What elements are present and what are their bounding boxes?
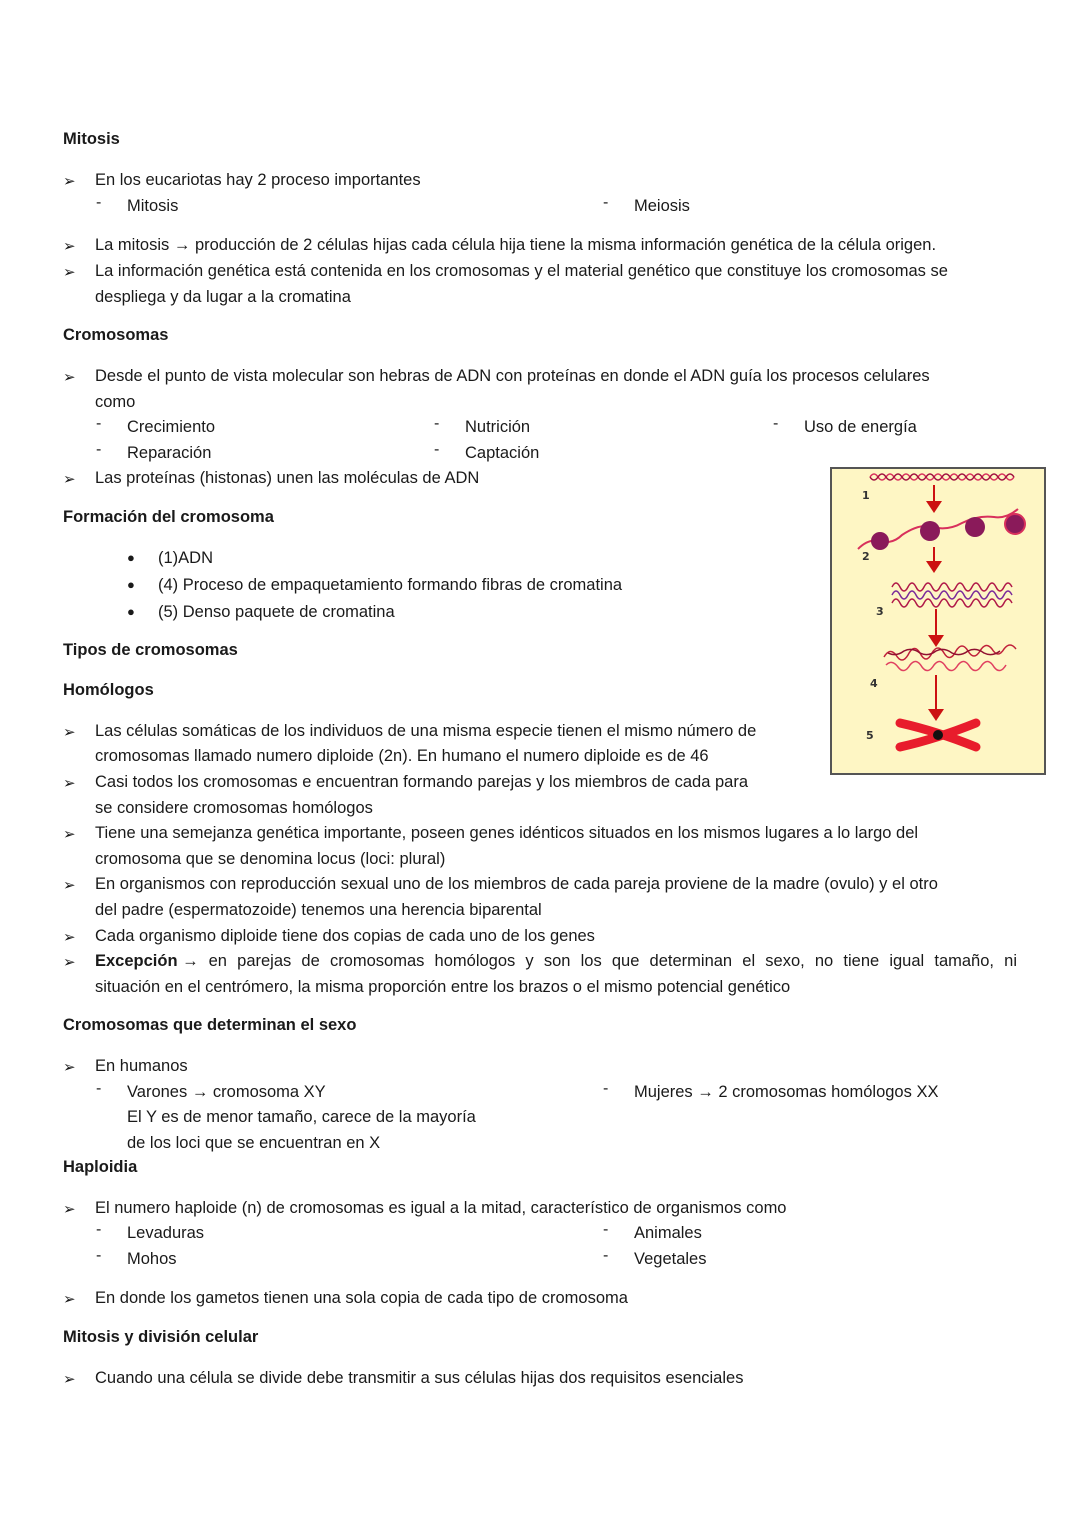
arrow-bullet-icon: ➢ bbox=[63, 954, 76, 971]
formacion-item-3: (5) Denso paquete de cromatina bbox=[158, 603, 395, 621]
step-label-1: 1 bbox=[862, 489, 870, 502]
dash-icon: - bbox=[603, 194, 609, 211]
sexo-mujeres: Mujeres → 2 cromosomas homólogos XX bbox=[634, 1083, 939, 1101]
arrow-bullet-icon: ➢ bbox=[63, 1201, 76, 1218]
step-label-5: 5 bbox=[866, 729, 874, 742]
arrow-bullet-icon: ➢ bbox=[63, 264, 76, 281]
dash-icon: - bbox=[96, 194, 102, 211]
heading-cromosomas: Cromosomas bbox=[63, 326, 169, 344]
division-bullet-1: Cuando una célula se divide debe transmitir a sus células hijas dos requisitos esenciales bbox=[95, 1369, 744, 1387]
process-mitosis: Mitosis bbox=[127, 197, 179, 215]
mitosis-intro: En los eucariotas hay 2 proceso importantes bbox=[95, 171, 421, 189]
process-crecimiento: Crecimiento bbox=[127, 418, 216, 436]
arrow-bullet-icon: ➢ bbox=[63, 173, 76, 190]
arrow-bullet-icon: ➢ bbox=[63, 238, 76, 255]
arrow-bullet-icon: ➢ bbox=[63, 471, 76, 488]
arrow-bullet-icon: ➢ bbox=[63, 775, 76, 792]
homologos-b4-line1: En organismos con reproducción sexual uno de los miembros de cada pareja proviene de la madre (ovulo) y el otro bbox=[95, 875, 938, 893]
dash-icon: - bbox=[96, 415, 102, 432]
bullet-dot-icon: ● bbox=[127, 577, 135, 592]
process-meiosis: Meiosis bbox=[634, 197, 690, 215]
dash-icon: - bbox=[603, 1080, 609, 1097]
sexo-varones: Varones → cromosoma XY bbox=[127, 1083, 326, 1101]
haploidia-bullet-2: En donde los gametos tienen una sola copia de cada tipo de cromosoma bbox=[95, 1289, 628, 1307]
dash-icon: - bbox=[773, 415, 779, 432]
sexo-varones-line3: de los loci que se encuentran en X bbox=[127, 1134, 381, 1152]
dash-icon: - bbox=[434, 441, 440, 458]
haploidia-bullet-1: El numero haploide (n) de cromosomas es igual a la mitad, característico de organismos como bbox=[95, 1199, 787, 1217]
organism-mohos: Mohos bbox=[127, 1250, 177, 1268]
dash-icon: - bbox=[96, 441, 102, 458]
homologos-b3-line1: Tiene una semejanza genética importante, poseen genes idénticos situados en los mismos lugares a lo largo del bbox=[95, 824, 919, 842]
heading-formacion: Formación del cromosoma bbox=[63, 508, 274, 526]
heading-division: Mitosis y división celular bbox=[63, 1328, 259, 1346]
bullet-dot-icon: ● bbox=[127, 550, 135, 565]
homologos-b3-line2: cromosoma que se denomina locus (loci: plural) bbox=[95, 850, 446, 868]
arrow-bullet-icon: ➢ bbox=[63, 929, 76, 946]
mitosis-bullet-2: La mitosis → producción de 2 células hijas cada célula hija tiene la misma información genética de la célula origen. bbox=[95, 236, 937, 254]
dash-icon: - bbox=[96, 1247, 102, 1264]
organism-animales: Animales bbox=[634, 1224, 702, 1242]
heading-mitosis: Mitosis bbox=[63, 130, 120, 148]
arrow-bullet-icon: ➢ bbox=[63, 826, 76, 843]
cromosomas-bullet-1-line2: como bbox=[95, 393, 136, 411]
cromosomas-bullet-1-line1: Desde el punto de vista molecular son hebras de ADN con proteínas en donde el ADN guía los procesos celulares bbox=[95, 367, 930, 385]
mitosis-bullet-3-line2: despliega y da lugar a la cromatina bbox=[95, 288, 351, 306]
step-label-4: 4 bbox=[870, 677, 878, 690]
step-label-3: 3 bbox=[876, 605, 884, 618]
dash-icon: - bbox=[603, 1247, 609, 1264]
homologos-b6-line1: en parejas de cromosomas homólogos y son los que determinan el sexo, no tiene igual tamaño, ni bbox=[208, 952, 1017, 970]
homologos-b4-line2: del padre (espermatozoide) tenemos una herencia biparental bbox=[95, 901, 542, 919]
chromosome-formation-figure bbox=[830, 467, 1046, 775]
dash-icon: - bbox=[603, 1221, 609, 1238]
homologos-b1-line2: cromosomas llamado numero diploide (2n). En humano el numero diploide es de 46 bbox=[95, 747, 709, 765]
formacion-item-1: (1)ADN bbox=[158, 549, 214, 567]
arrow-bullet-icon: ➢ bbox=[63, 877, 76, 894]
arrow-bullet-icon: ➢ bbox=[63, 1291, 76, 1308]
heading-sexo: Cromosomas que determinan el sexo bbox=[63, 1016, 357, 1034]
sexo-bullet-1: En humanos bbox=[95, 1057, 188, 1075]
process-uso-energia: Uso de energía bbox=[804, 418, 917, 436]
process-captacion: Captación bbox=[465, 444, 540, 462]
arrow-bullet-icon: ➢ bbox=[63, 1371, 76, 1388]
excepcion-label: Excepción → bbox=[95, 952, 199, 970]
arrow-bullet-icon: ➢ bbox=[63, 369, 76, 386]
dash-icon: - bbox=[96, 1080, 102, 1097]
homologos-b1-line1: Las células somáticas de los individuos de una misma especie tienen el mismo número de bbox=[95, 722, 757, 740]
arrow-bullet-icon: ➢ bbox=[63, 1059, 76, 1076]
formacion-item-2: (4) Proceso de empaquetamiento formando fibras de cromatina bbox=[158, 576, 623, 594]
bullet-dot-icon: ● bbox=[127, 604, 135, 619]
step-label-2: 2 bbox=[862, 550, 870, 563]
heading-haploidia: Haploidia bbox=[63, 1158, 138, 1176]
organism-levaduras: Levaduras bbox=[127, 1224, 205, 1242]
dash-icon: - bbox=[434, 415, 440, 432]
heading-tipos: Tipos de cromosomas bbox=[63, 641, 238, 659]
homologos-b2-line2: se considere cromosomas homólogos bbox=[95, 799, 373, 817]
heading-homologos: Homólogos bbox=[63, 681, 154, 699]
homologos-b6-line1-row bbox=[95, 949, 1017, 975]
process-nutricion: Nutrición bbox=[465, 418, 531, 436]
homologos-b6-line2: situación en el centrómero, la misma proporción entre los brazos o el mismo potencial genético bbox=[95, 978, 791, 996]
mitosis-bullet-3-line1: La información genética está contenida en los cromosomas y el material genético que constituye los cromosomas se bbox=[95, 262, 948, 280]
cromosomas-bullet-2: Las proteínas (histonas) unen las moléculas de ADN bbox=[95, 469, 480, 487]
homologos-b2-line1: Casi todos los cromosomas e encuentran formando parejas y los miembros de cada para bbox=[95, 773, 748, 791]
dash-icon: - bbox=[96, 1221, 102, 1238]
process-reparacion: Reparación bbox=[127, 444, 212, 462]
organism-vegetales: Vegetales bbox=[634, 1250, 707, 1268]
homologos-b5: Cada organismo diploide tiene dos copias de cada uno de los genes bbox=[95, 927, 595, 945]
sexo-varones-line2: El Y es de menor tamaño, carece de la mayoría bbox=[127, 1108, 476, 1126]
arrow-bullet-icon: ➢ bbox=[63, 724, 76, 741]
